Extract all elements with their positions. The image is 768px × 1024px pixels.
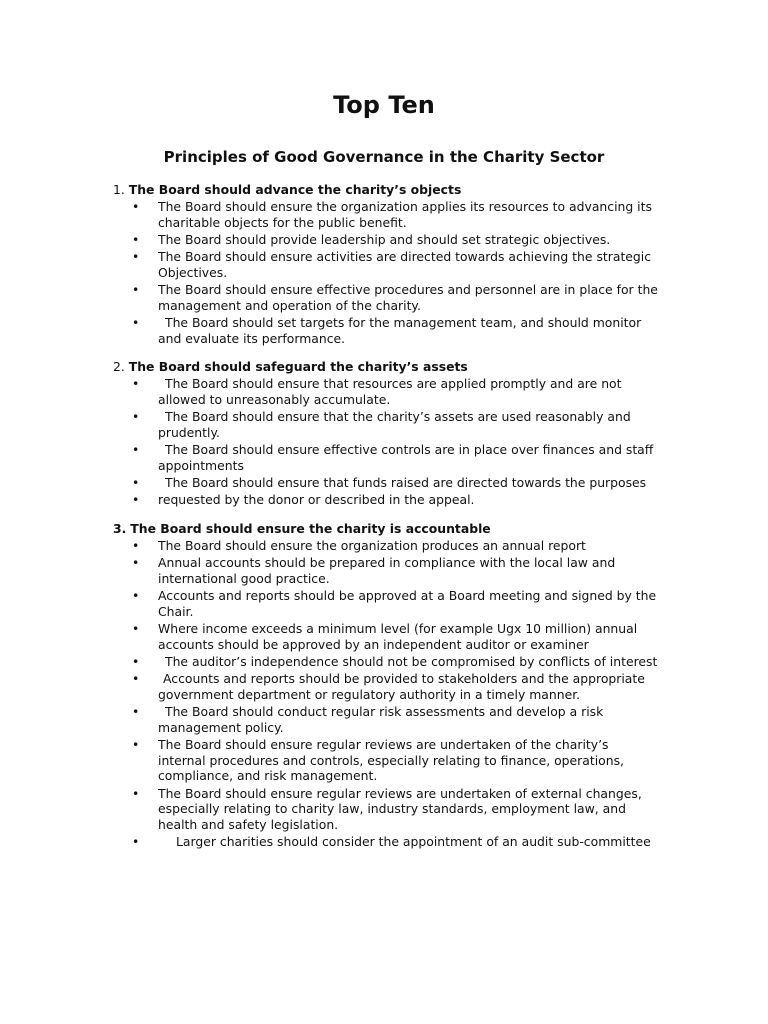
list-item-text: The Board should ensure the organization applies its resources to advancing its charitable objects for the public benefit. [158,199,652,230]
section-heading [113,520,658,538]
list-item-text: The Board should ensure that funds raised are directed towards the purposes [165,475,647,491]
section-number: 1. [113,182,125,197]
list-item [158,834,658,850]
list-item-text: Accounts and reports should be provided to stakeholders and the appropriate government department or regulatory authority in a timely manner. [158,671,645,702]
document-body [113,181,658,862]
list-item [158,315,658,346]
list-item [158,475,658,491]
list-item-text: requested by the donor or described in the appeal. [158,492,475,508]
section-heading-text: The Board should advance the charity’s objects [128,182,462,197]
section-2 [113,358,658,508]
section-number: 2. [113,359,125,375]
list-item-text: Larger charities should consider the appointment of an audit sub-committee [176,834,651,850]
list-item-text: The Board should ensure that resources are applied promptly and are not allowed to unreasonably accumulate. [158,376,622,408]
list-item [158,232,658,248]
list-item [158,409,658,440]
list-item [158,654,658,670]
section-1 [113,181,658,346]
bullet-list [113,376,658,508]
list-item [158,442,658,473]
section-heading-text: The Board should safeguard the charity’s assets [128,359,468,375]
list-item-text: Accounts and reports should be approved at a Board meeting and signed by the Chair. [158,588,657,619]
list-item-text: The Board should ensure activities are directed towards achieving the strategic Objectives. [158,249,652,280]
list-item-text: The Board should provide leadership and should set strategic objectives. [158,231,611,247]
list-item-text: Where income exceeds a minimum level (for example Ugx 10 million) annual accounts should be approved by an independent auditor or examiner [158,620,638,652]
list-item-text: The Board should ensure the organization produces an annual report [158,537,586,553]
section-heading-text: The Board should ensure the charity is accountable [130,520,491,536]
list-item-text: The Board should ensure effective controls are in place over finances and staff appointments [158,442,654,473]
list-item [158,199,658,230]
list-item-text: The Board should ensure that the charity’s assets are used reasonably and prudently. [158,409,631,440]
list-item [158,737,658,784]
list-item [158,588,658,619]
list-item [158,492,658,508]
list-item [158,704,658,735]
list-item-text: The auditor’s independence should not be compromised by conflicts of interest [165,653,658,669]
section-heading [113,181,658,199]
list-item-text: Annual accounts should be prepared in compliance with the local law and international good practice. [158,555,616,586]
document-title: Top Ten [333,91,435,119]
section-number: 3. [113,520,127,536]
list-item [158,671,658,702]
list-item [158,555,658,586]
list-item-text: The Board should ensure regular reviews are undertaken of external changes, especially relating to charity law, industry standards, employment law, and health and safety legislation. [158,785,642,832]
section-3 [113,520,658,850]
list-item-text: The Board should conduct regular risk assessments and develop a risk management policy. [158,703,604,735]
list-item-text: The Board should ensure effective procedures and personnel are in place for the management and operation of the charity. [158,282,658,313]
list-item [158,621,658,652]
section-heading [113,358,658,376]
list-item [158,249,658,280]
list-item-text: The Board should ensure regular reviews are undertaken of the charity’s internal procedures and controls, especially relating to finance, operations, compliance, and risk management. [158,736,624,784]
document-subtitle: Principles of Good Governance in the Charity Sector [163,148,605,166]
list-item [158,538,658,554]
bullet-list [113,199,658,346]
bullet-list [113,538,658,850]
list-item-text: The Board should set targets for the management team, and should monitor and evaluate its performance. [158,314,642,346]
list-item [158,376,658,407]
list-item [158,786,658,833]
list-item [158,282,658,313]
